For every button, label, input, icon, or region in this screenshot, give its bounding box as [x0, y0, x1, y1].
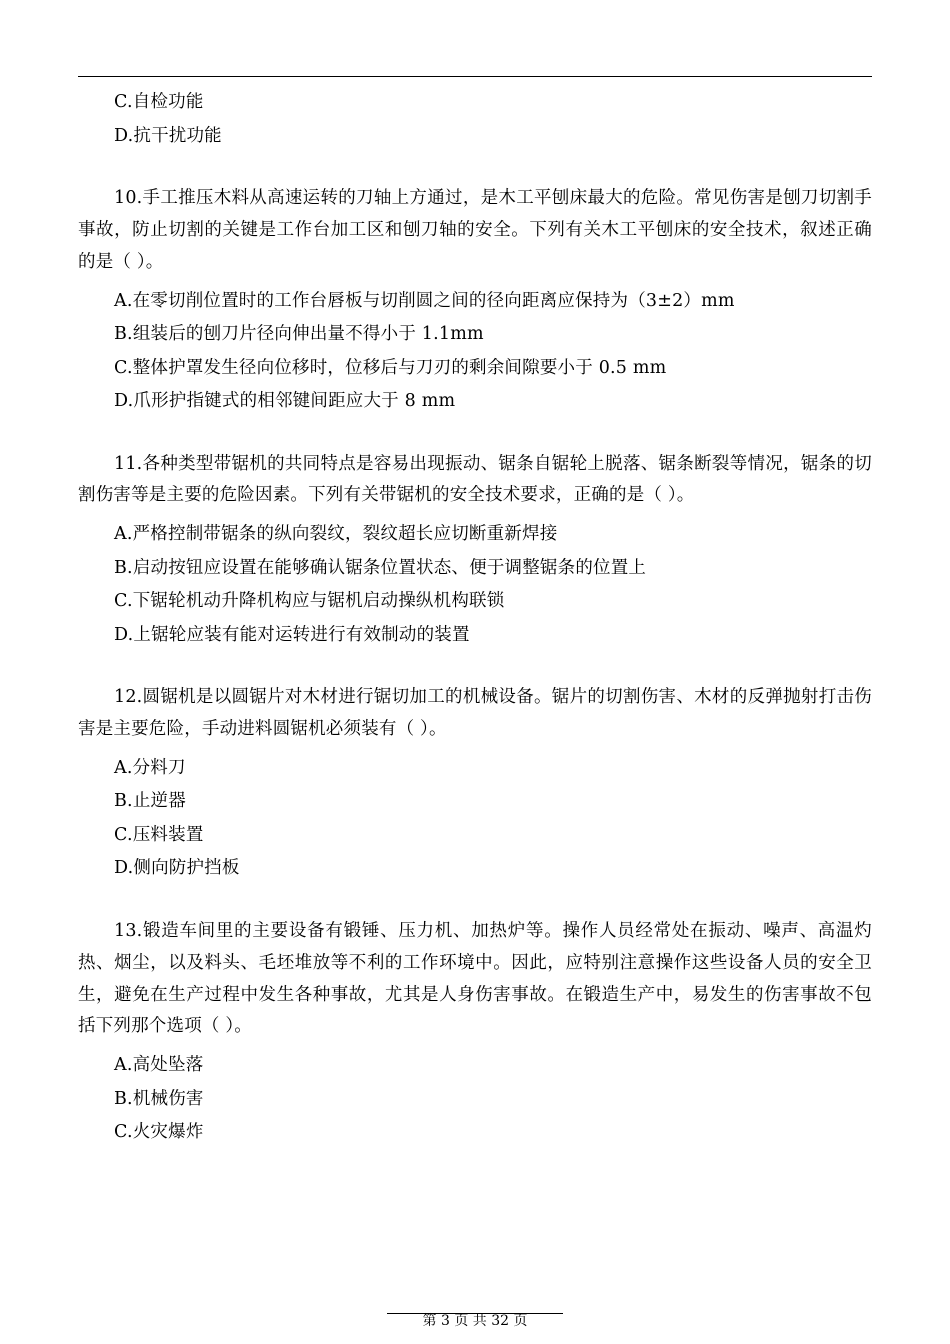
option-item: C.下锯轮机动升降机构应与锯机启动操纵机构联锁: [114, 591, 505, 612]
page-footer: 第 3 页 共 32 页: [422, 1313, 528, 1329]
option-group: [78, 1049, 872, 1150]
option-group: [78, 752, 872, 886]
option-group: [78, 518, 872, 652]
question-text: 11.各种类型带锯机的共同特点是容易出现振动、锯条自锯轮上脱落、锯条断裂等情况，锯条的切割伤害等是主要的危险因素。下列有关带锯机的安全技术要求，正确的是（ ）。: [78, 453, 872, 506]
option-item: C.火灾爆炸: [114, 1122, 204, 1143]
question-block-13: [78, 916, 872, 1150]
option-group: [78, 285, 872, 419]
option-item: B.组装后的刨刀片径向伸出量不得小于 1.1mm: [114, 324, 484, 345]
option-item: C.自检功能: [114, 92, 204, 112]
option-item: D.抗干扰功能: [114, 125, 222, 146]
option-group: [78, 86, 872, 153]
question-block-10: [78, 183, 872, 419]
option-item: B.止逆器: [114, 791, 186, 812]
option-item: B.机械伤害: [114, 1088, 204, 1109]
option-item: C.压料装置: [114, 824, 204, 845]
document-body: [78, 0, 872, 1150]
option-item: A.在零切削位置时的工作台唇板与切削圆之间的径向距离应保持为（3±2）mm: [114, 290, 735, 311]
question-text: 10.手工推压木料从高速运转的刀轴上方通过，是木工平刨床最大的危险。常见伤害是刨刀切割手事故，防止切割的关键是工作台加工区和刨刀轴的安全。下列有关木工平刨床的安全技术，叙述正确的是（ ）。: [78, 188, 872, 272]
option-item: D.侧向防护挡板: [114, 858, 240, 879]
question-text: 12.圆锯机是以圆锯片对木材进行锯切加工的机械设备。锯片的切割伤害、木材的反弹抛射打击伤害是主要危险，手动进料圆锯机必须装有（ ）。: [78, 687, 872, 740]
option-item: B.启动按钮应设置在能够确认锯条位置状态、便于调整锯条的位置上: [114, 557, 647, 578]
option-item: D.上锯轮应装有能对运转进行有效制动的装置: [114, 624, 470, 645]
header-rule: [78, 76, 872, 77]
question-block-12: [78, 682, 872, 886]
option-item: A.高处坠落: [114, 1055, 204, 1076]
option-item: D.爪形护指键式的相邻键间距应大于 8 mm: [114, 391, 456, 412]
option-item: C.整体护罩发生径向位移时，位移后与刀刃的剩余间隙要小于 0.5 mm: [114, 357, 667, 378]
question-block-11: [78, 449, 872, 653]
option-item: A.分料刀: [114, 757, 186, 778]
option-item: A.严格控制带锯条的纵向裂纹，裂纹超长应切断重新焊接: [114, 524, 558, 545]
question-text: 13.锻造车间里的主要设备有锻锤、压力机、加热炉等。操作人员经常处在振动、噪声、高温灼热、烟尘，以及料头、毛坯堆放等不利的工作环境中。因此，应特别注意操作这些设备人员的安全卫生，避免在生产过程中发生各种事故，尤其是人身伤害事故。在锻造生产中，易发生的伤害事故不包括下列那个选项（ ）。: [78, 920, 872, 1037]
